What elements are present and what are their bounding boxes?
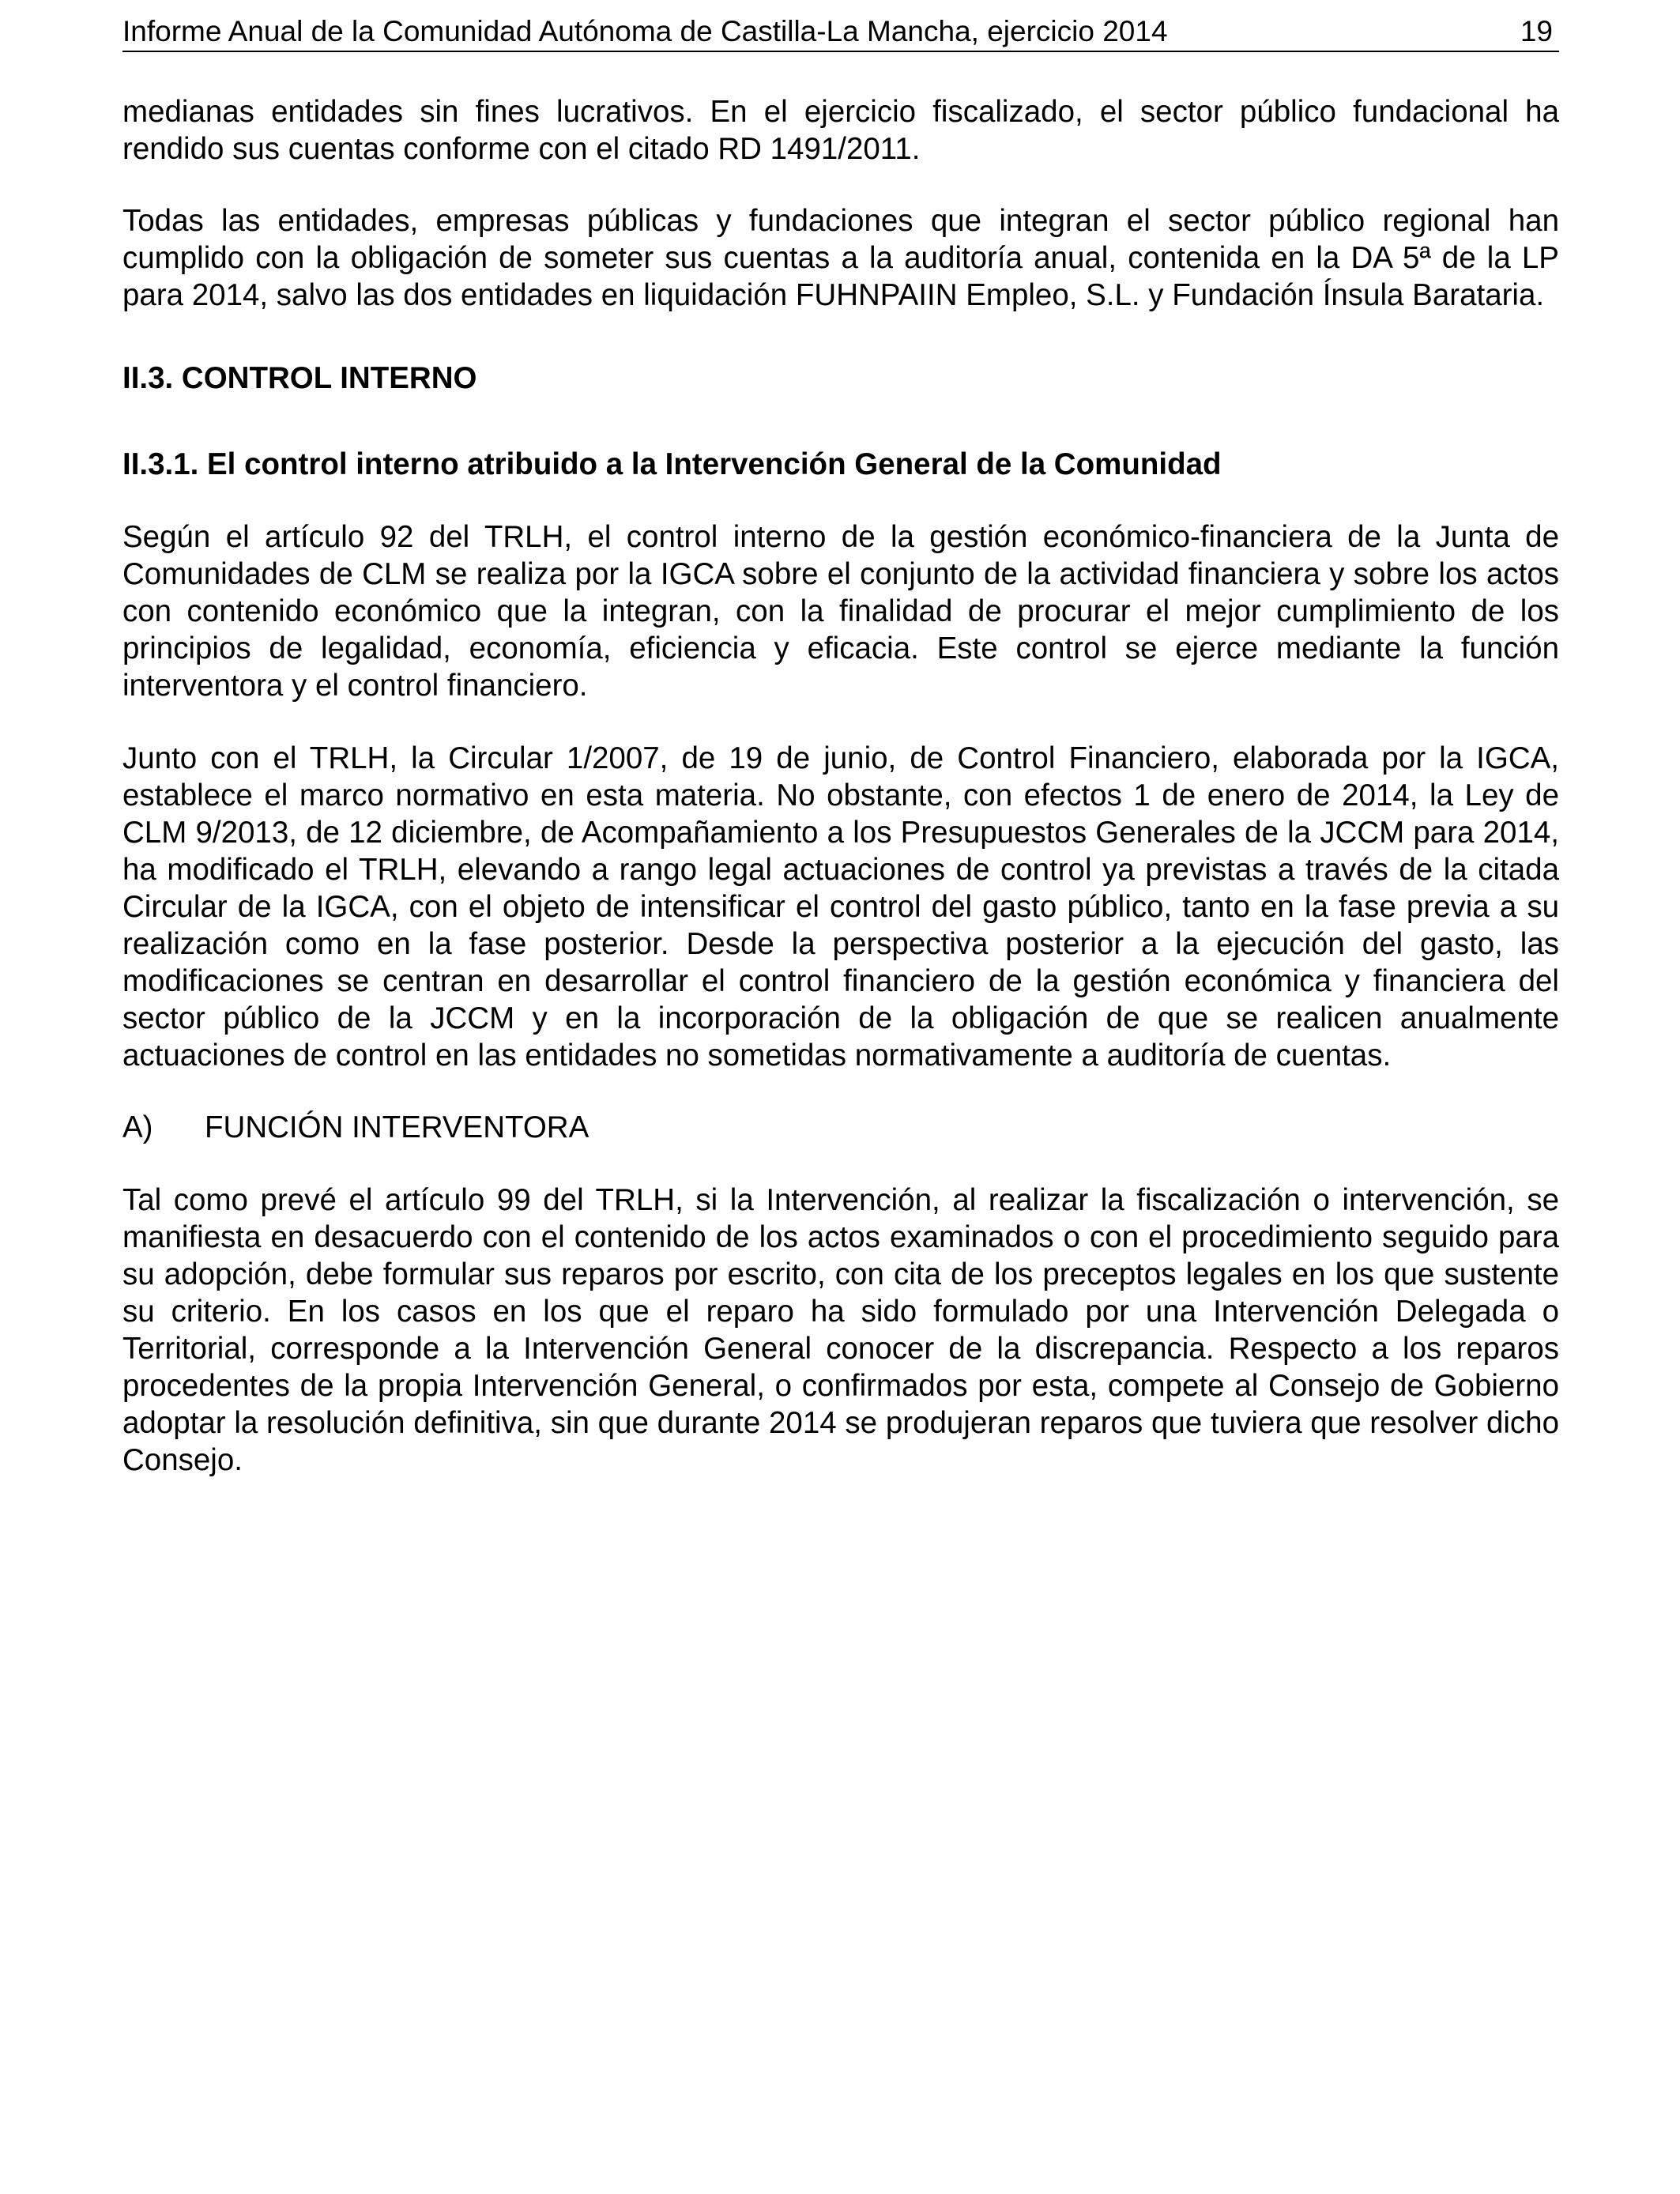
- paragraph-4: Junto con el TRLH, la Circular 1/2007, de 19 de junio, de Control Financiero, elaborada por la IGCA, establece el marco normativo en esta materia. No obstante, con efectos 1 de enero de 2014, la Ley de CLM 9/2013, de 12 diciembre, de Acompañamiento a los Presupuestos Generales de la JCCM para 2014, ha modificado el TRLH, elevando a rango legal actuaciones de control ya previstas a través de la citada Circular de la IGCA, con el objeto de intensificar el control del gasto público, tanto en la fase previa a su realización como en la fase posterior. Desde la perspectiva posterior a la ejecución del gasto, las modificaciones se centran en desarrollar el control financiero de la gestión económica y financiera del sector público de la JCCM y en la incorporación de la obligación de que se realicen anualmente actuaciones de control en las entidades no sometidas normativamente a auditoría de cuentas.: [122, 741, 1559, 1072]
- paragraph-2: Todas las entidades, empresas públicas y fundaciones que integran el sector público regional han cumplido con la obligación de someter sus cuentas a la auditoría anual, contenida en la DA 5ª de la LP para 2014, salvo las dos entidades en liquidación FUHNPAIIN Empleo, S.L. y Fundación Ínsula Barataria.: [122, 204, 1559, 312]
- heading-a: [122, 1109, 1559, 1146]
- heading-a-letter: A): [122, 1110, 153, 1144]
- paragraph-1: medianas entidades sin fines lucrativos. En el ejercicio fiscalizado, el sector público fundacional ha rendido sus cuentas conforme con el citado RD 1491/2011.: [122, 95, 1559, 166]
- running-header: [122, 11, 1559, 52]
- document-body: [122, 93, 1559, 1479]
- heading-a-text: FUNCIÓN INTERVENTORA: [205, 1110, 590, 1144]
- header-title: Informe Anual de la Comunidad Autónoma de Castilla-La Mancha, ejercicio 2014: [122, 15, 1168, 47]
- subsection-heading: II.3.1. El control interno atribuido a la Intervención General de la Comunidad: [122, 447, 1222, 481]
- page-number: 19: [1520, 15, 1553, 47]
- paragraph-3: Según el artículo 92 del TRLH, el control interno de la gestión económico-financiera de la Junta de Comunidades de CLM se realiza por la IGCA sobre el conjunto de la actividad financiera y sobre los actos con contenido económico que la integran, con la finalidad de procurar el mejor cumplimiento de los principios de legalidad, economía, eficiencia y eficacia. Este control se ejerce mediante la función interventora y el control financiero.: [122, 520, 1559, 703]
- section-heading: II.3. CONTROL INTERNO: [122, 361, 477, 395]
- paragraph-5: Tal como prevé el artículo 99 del TRLH, si la Intervención, al realizar la fiscalización o intervención, se manifiesta en desacuerdo con el contenido de los actos examinados o con el procedimiento seguido para su adopción, debe formular sus reparos por escrito, con cita de los preceptos legales en los que sustente su criterio. En los casos en los que el reparo ha sido formulado por una Intervención Delegada o Territorial, corresponde a la Intervención General conocer de la discrepancia. Respecto a los reparos procedentes de la propia Intervención General, o confirmados por esta, compete al Consejo de Gobierno adoptar la resolución definitiva, sin que durante 2014 se produjeran reparos que tuviera que resolver dicho Consejo.: [122, 1183, 1559, 1477]
